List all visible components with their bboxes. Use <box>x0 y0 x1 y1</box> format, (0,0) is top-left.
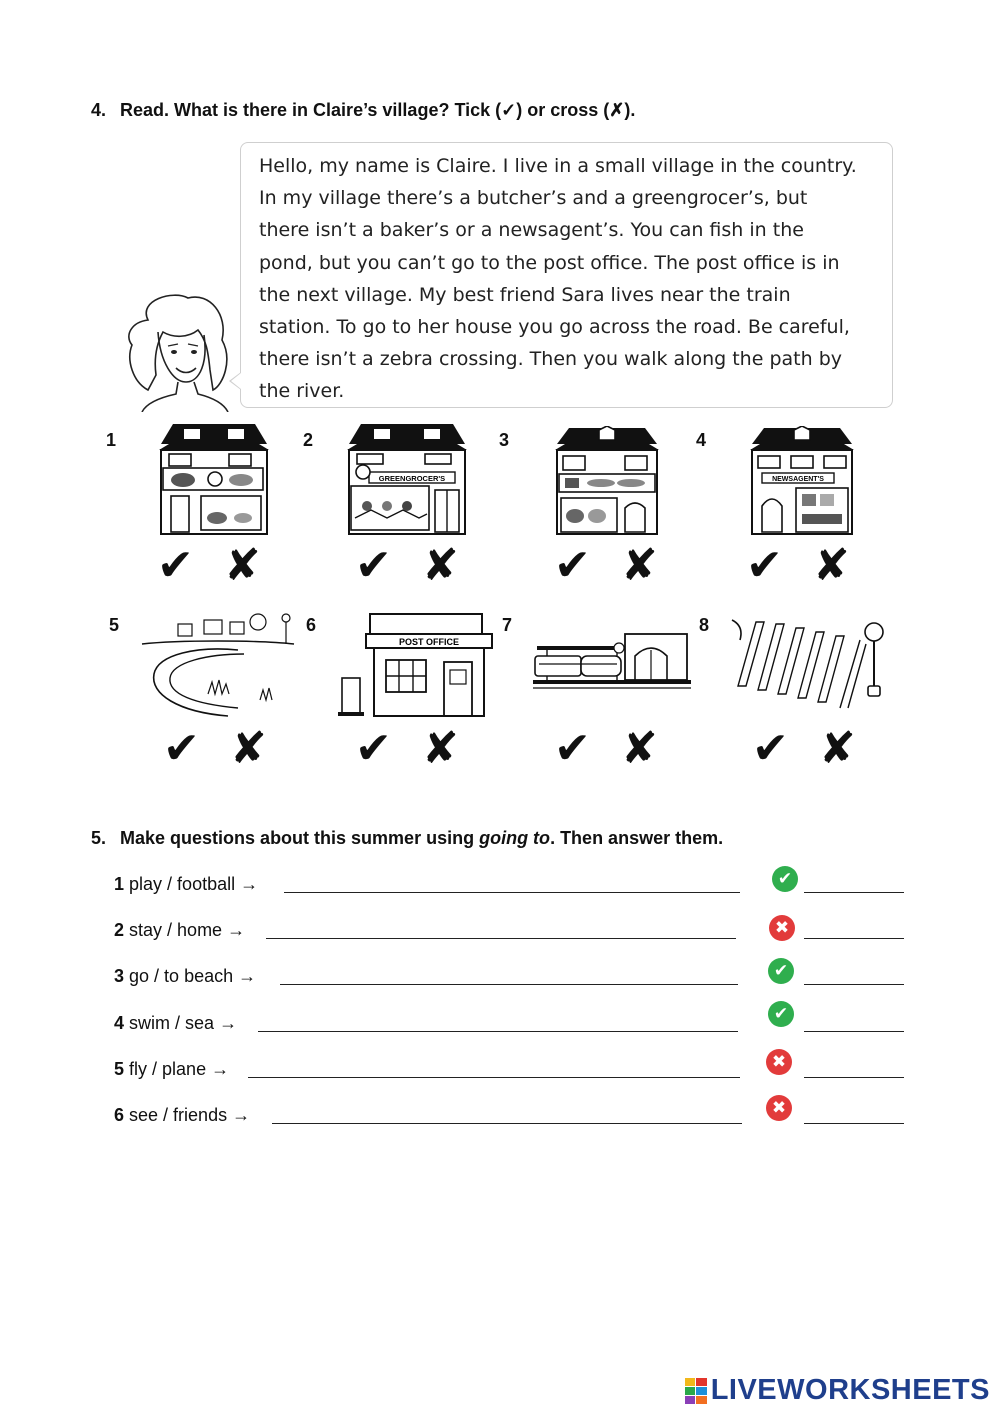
cross-option-1[interactable]: ✘ <box>224 540 261 591</box>
claire-illustration <box>118 290 240 412</box>
item-number-5: 5 <box>109 615 120 635</box>
greengrocer-sign: GREENGROCER'S <box>378 474 446 483</box>
answer-input-6[interactable] <box>804 1105 904 1124</box>
item-number-6: 6 <box>306 615 317 635</box>
yes-status-icon: ✔ <box>768 958 794 984</box>
question-input-2[interactable] <box>266 920 736 939</box>
tick-option-7[interactable]: ✔ <box>554 723 591 774</box>
passage-line: the next village. My best friend Sara lives near the train <box>259 283 791 306</box>
item-number-7: 7 <box>502 615 513 635</box>
greengrocer-shop-icon <box>343 422 471 536</box>
tick-option-8[interactable]: ✔ <box>752 723 789 774</box>
cross-option-8[interactable]: ✘ <box>819 723 856 774</box>
question-prompt-2 <box>114 920 245 941</box>
cross-option-7[interactable]: ✘ <box>621 723 658 774</box>
arrow-icon: → <box>240 874 259 894</box>
pond-icon <box>138 604 298 718</box>
answer-input-4[interactable] <box>804 1013 904 1032</box>
question-input-6[interactable] <box>272 1105 742 1124</box>
passage-line: there isn’t a baker’s or a newsagent’s. You can fish in the <box>259 219 804 242</box>
no-status-icon: ✖ <box>766 1049 792 1075</box>
question-words: see / friends <box>129 1105 228 1125</box>
passage-line: the river. <box>259 380 345 403</box>
tick-option-6[interactable]: ✔ <box>355 723 392 774</box>
section-4-number: 4. <box>91 100 107 120</box>
answer-input-3[interactable] <box>804 966 904 985</box>
section-5-heading <box>91 828 723 849</box>
question-prompt-1 <box>114 874 258 895</box>
newsagent-shop-icon <box>746 426 858 536</box>
answer-input-2[interactable] <box>804 920 904 939</box>
zebra-crossing-icon <box>730 614 890 710</box>
cross-option-5[interactable]: ✘ <box>230 723 267 774</box>
question-number: 6 <box>114 1105 125 1125</box>
arrow-icon: → <box>211 1059 230 1079</box>
post-office-sign: POST OFFICE <box>398 637 460 647</box>
section-5-instruction-start: Make questions about this summer using <box>120 828 480 848</box>
claire-speech-bubble <box>240 142 893 408</box>
passage-line: Hello, my name is Claire. I live in a small village in the country. <box>259 155 857 177</box>
question-words: go / to beach <box>129 966 234 986</box>
tick-option-4[interactable]: ✔ <box>746 540 783 591</box>
question-words: fly / plane <box>129 1059 207 1079</box>
no-status-icon: ✖ <box>766 1095 792 1121</box>
question-words: swim / sea <box>129 1013 215 1033</box>
section-5-number: 5. <box>91 828 107 848</box>
question-prompt-4 <box>114 1013 237 1034</box>
item-number-3: 3 <box>499 430 510 450</box>
liveworksheets-logo-text: LIVEWORKSHEETS <box>710 1374 990 1406</box>
section-4-instruction: Read. What is there in Claire’s village? Tick (✓) or cross (✗). <box>120 100 636 120</box>
cross-option-6[interactable]: ✘ <box>422 723 459 774</box>
arrow-icon: → <box>232 1105 251 1125</box>
answer-input-1[interactable] <box>804 874 904 893</box>
post-office-icon <box>336 612 496 718</box>
tick-option-3[interactable]: ✔ <box>554 540 591 591</box>
tick-option-2[interactable]: ✔ <box>355 540 392 591</box>
question-number: 1 <box>114 874 125 894</box>
speech-bubble-tail-fill <box>231 373 241 389</box>
arrow-icon: → <box>219 1013 238 1033</box>
item-number-2: 2 <box>303 430 314 450</box>
tick-option-5[interactable]: ✔ <box>163 723 200 774</box>
cross-option-3[interactable]: ✘ <box>621 540 658 591</box>
item-number-1: 1 <box>106 430 117 450</box>
yes-status-icon: ✔ <box>772 866 798 892</box>
no-status-icon: ✖ <box>769 915 795 941</box>
bakery-shop-icon <box>551 426 663 536</box>
section-5-instruction-end: . Then answer them. <box>550 828 724 848</box>
answer-input-5[interactable] <box>804 1059 904 1078</box>
newsagent-sign: NEWSAGENT'S <box>772 476 824 483</box>
question-number: 3 <box>114 966 125 986</box>
question-input-1[interactable] <box>284 874 740 893</box>
train-station-icon <box>533 626 691 692</box>
question-prompt-5 <box>114 1059 229 1080</box>
question-prompt-3 <box>114 966 256 987</box>
liveworksheets-logo <box>685 1374 990 1407</box>
cross-option-4[interactable]: ✘ <box>813 540 850 591</box>
question-number: 5 <box>114 1059 125 1079</box>
passage-line: there isn’t a zebra crossing. Then you walk along the path by <box>259 348 842 371</box>
tick-option-1[interactable]: ✔ <box>157 540 194 591</box>
question-number: 4 <box>114 1013 125 1033</box>
arrow-icon: → <box>238 966 257 986</box>
question-words: play / football <box>129 874 236 894</box>
section-5-instruction-emphasis: going to <box>479 828 551 848</box>
passage-line: pond, but you can’t go to the post office. The post office is in <box>259 251 840 274</box>
question-input-5[interactable] <box>248 1059 740 1078</box>
section-4-heading <box>91 100 635 121</box>
item-number-8: 8 <box>699 615 710 635</box>
question-input-3[interactable] <box>280 966 738 985</box>
passage-line: In my village there’s a butcher’s and a greengrocer’s, but <box>259 187 808 210</box>
passage-line: station. To go to her house you go across the road. Be careful, <box>259 316 850 339</box>
question-input-4[interactable] <box>258 1013 738 1032</box>
arrow-icon: → <box>227 920 246 940</box>
cross-option-2[interactable]: ✘ <box>422 540 459 591</box>
question-number: 2 <box>114 920 125 940</box>
liveworksheets-logo-icon <box>685 1378 707 1404</box>
question-words: stay / home <box>129 920 223 940</box>
item-number-4: 4 <box>696 430 707 450</box>
question-prompt-6 <box>114 1105 250 1126</box>
yes-status-icon: ✔ <box>768 1001 794 1027</box>
butcher-shop-icon <box>155 422 273 536</box>
